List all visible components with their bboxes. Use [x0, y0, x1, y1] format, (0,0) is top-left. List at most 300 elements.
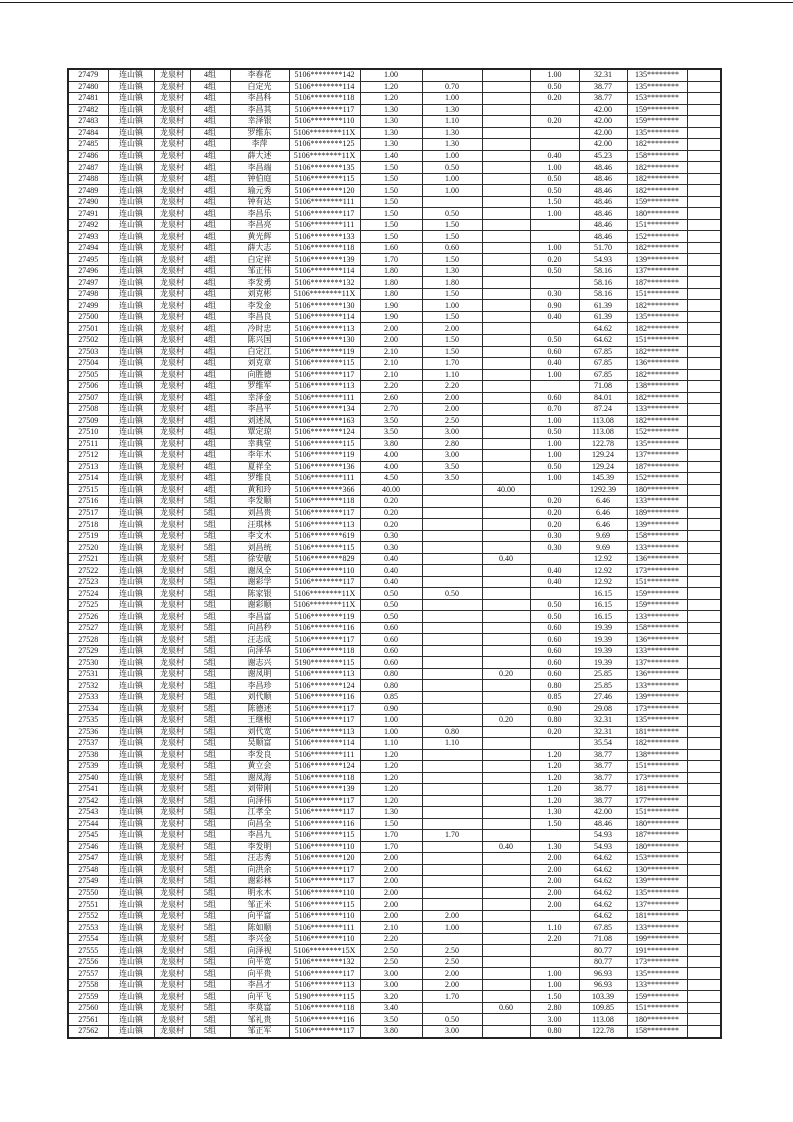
cell-value-a: 0.40	[360, 553, 422, 565]
cell-value-b: 2.50	[422, 415, 482, 427]
cell-value-d: 1.50	[530, 818, 579, 830]
cell-value-a: 0.80	[360, 680, 422, 692]
cell-row-id: 27528	[68, 634, 108, 646]
cell-value-b	[422, 784, 482, 796]
cell-value-c	[482, 795, 530, 807]
cell-value-d: 1.20	[530, 749, 579, 761]
cell-amount: 6.46	[579, 496, 627, 508]
table-row	[68, 1014, 721, 1026]
cell-value-b: 3.00	[422, 427, 482, 439]
cell-amount: 145.39	[579, 473, 627, 485]
cell-value-b: 1.70	[422, 830, 482, 842]
cell-value-d: 0.80	[530, 680, 579, 692]
table-row	[68, 645, 721, 657]
table-row	[68, 219, 721, 231]
cell-value-d: 1.00	[530, 208, 579, 220]
cell-village: 龙泉村	[154, 691, 190, 703]
cell-name: 邹正军	[230, 1025, 289, 1038]
cell-id-number: 5106********111	[289, 196, 360, 208]
cell-village: 龙泉村	[154, 358, 190, 370]
cell-amount: 19.39	[579, 645, 627, 657]
cell-phone: 181********	[627, 784, 687, 796]
cell-value-b	[422, 553, 482, 565]
cell-value-a: 3.40	[360, 1002, 422, 1014]
cell-blank	[687, 795, 721, 807]
cell-row-id: 27536	[68, 726, 108, 738]
cell-village: 龙泉村	[154, 657, 190, 669]
cell-town: 连山镇	[108, 968, 154, 980]
cell-town: 连山镇	[108, 277, 154, 289]
cell-row-id: 27541	[68, 784, 108, 796]
cell-town: 连山镇	[108, 93, 154, 105]
cell-amount: 64.62	[579, 323, 627, 335]
table-row	[68, 358, 721, 370]
cell-town: 连山镇	[108, 668, 154, 680]
cell-value-a: 2.00	[360, 864, 422, 876]
cell-town: 连山镇	[108, 680, 154, 692]
cell-village: 龙泉村	[154, 565, 190, 577]
cell-value-d	[530, 830, 579, 842]
cell-amount: 38.77	[579, 761, 627, 773]
cell-value-b	[422, 634, 482, 646]
cell-id-number: 5106********113	[289, 979, 360, 991]
cell-town: 连山镇	[108, 922, 154, 934]
cell-group: 4组	[190, 242, 230, 254]
cell-town: 连山镇	[108, 691, 154, 703]
cell-group: 4组	[190, 150, 230, 162]
cell-value-c	[482, 726, 530, 738]
cell-blank	[687, 358, 721, 370]
cell-name: 刘代顺	[230, 691, 289, 703]
cell-name: 幸泽金	[230, 392, 289, 404]
cell-amount: 64.62	[579, 335, 627, 347]
cell-amount: 48.46	[579, 185, 627, 197]
cell-amount: 54.93	[579, 841, 627, 853]
cell-group: 4组	[190, 185, 230, 197]
cell-value-a: 0.20	[360, 507, 422, 519]
cell-amount: 48.46	[579, 162, 627, 174]
cell-phone: 138********	[627, 381, 687, 393]
cell-phone: 152********	[627, 427, 687, 439]
cell-blank	[687, 841, 721, 853]
cell-village: 龙泉村	[154, 369, 190, 381]
cell-blank	[687, 242, 721, 254]
cell-value-d: 0.50	[530, 611, 579, 623]
cell-value-a: 2.70	[360, 404, 422, 416]
cell-phone: 151********	[627, 219, 687, 231]
cell-group: 5组	[190, 922, 230, 934]
cell-blank	[687, 899, 721, 911]
cell-name: 向泽视	[230, 945, 289, 957]
cell-row-id: 27501	[68, 323, 108, 335]
cell-id-number: 5106********114	[289, 81, 360, 93]
cell-blank	[687, 968, 721, 980]
cell-group: 4组	[190, 219, 230, 231]
table-row	[68, 381, 721, 393]
cell-id-number: 5106********110	[289, 841, 360, 853]
cell-id-number: 5106********114	[289, 265, 360, 277]
table-row	[68, 530, 721, 542]
cell-id-number: 5106********110	[289, 116, 360, 128]
cell-value-d	[530, 231, 579, 243]
cell-name: 钟有达	[230, 196, 289, 208]
cell-group: 5组	[190, 956, 230, 968]
table-row	[68, 116, 721, 128]
cell-value-c	[482, 645, 530, 657]
cell-amount: 38.77	[579, 81, 627, 93]
cell-amount: 19.39	[579, 622, 627, 634]
cell-phone: 158********	[627, 622, 687, 634]
cell-group: 5组	[190, 899, 230, 911]
cell-name: 陈德述	[230, 703, 289, 715]
cell-row-id: 27526	[68, 611, 108, 623]
cell-blank	[687, 853, 721, 865]
cell-name: 黄立会	[230, 761, 289, 773]
cell-group: 4组	[190, 116, 230, 128]
cell-phone: 182********	[627, 139, 687, 151]
cell-value-d: 0.50	[530, 427, 579, 439]
cell-phone: 180********	[627, 1014, 687, 1026]
cell-town: 连山镇	[108, 81, 154, 93]
cell-blank	[687, 530, 721, 542]
cell-name: 向平贵	[230, 968, 289, 980]
cell-value-b	[422, 899, 482, 911]
table-row	[68, 657, 721, 669]
cell-name: 邹礼贵	[230, 1014, 289, 1026]
cell-id-number: 5106********124	[289, 427, 360, 439]
cell-value-a: 3.00	[360, 968, 422, 980]
cell-id-number: 5106********11X	[289, 150, 360, 162]
cell-amount: 42.00	[579, 104, 627, 116]
cell-id-number: 5106********130	[289, 300, 360, 312]
cell-row-id: 27543	[68, 807, 108, 819]
cell-value-d: 0.20	[530, 519, 579, 531]
table-row	[68, 162, 721, 174]
cell-group: 5组	[190, 588, 230, 600]
cell-row-id: 27552	[68, 910, 108, 922]
cell-village: 龙泉村	[154, 404, 190, 416]
cell-name: 向昌全	[230, 818, 289, 830]
cell-value-a: 1.30	[360, 807, 422, 819]
cell-phone: 182********	[627, 300, 687, 312]
cell-value-c	[482, 473, 530, 485]
cell-village: 龙泉村	[154, 196, 190, 208]
cell-phone: 187********	[627, 461, 687, 473]
cell-row-id: 27555	[68, 945, 108, 957]
cell-phone: 133********	[627, 542, 687, 554]
cell-value-a: 1.20	[360, 749, 422, 761]
cell-row-id: 27551	[68, 899, 108, 911]
cell-village: 龙泉村	[154, 392, 190, 404]
table-row	[68, 611, 721, 623]
table-row	[68, 830, 721, 842]
cell-town: 连山镇	[108, 150, 154, 162]
cell-amount: 113.08	[579, 415, 627, 427]
cell-town: 连山镇	[108, 761, 154, 773]
cell-town: 连山镇	[108, 450, 154, 462]
cell-row-id: 27506	[68, 381, 108, 393]
cell-value-b	[422, 576, 482, 588]
cell-value-d: 0.30	[530, 288, 579, 300]
cell-village: 龙泉村	[154, 381, 190, 393]
cell-blank	[687, 116, 721, 128]
cell-name: 李春花	[230, 69, 289, 81]
cell-id-number: 5106********11X	[289, 288, 360, 300]
cell-name: 李昌其	[230, 104, 289, 116]
cell-id-number: 5106********133	[289, 231, 360, 243]
cell-value-b: 1.10	[422, 116, 482, 128]
cell-amount: 51.70	[579, 242, 627, 254]
cell-value-b: 2.20	[422, 381, 482, 393]
table-row	[68, 922, 721, 934]
cell-name: 谢彩林	[230, 876, 289, 888]
cell-phone: 182********	[627, 162, 687, 174]
cell-blank	[687, 369, 721, 381]
cell-value-c	[482, 150, 530, 162]
cell-value-a: 1.00	[360, 69, 422, 81]
cell-town: 连山镇	[108, 864, 154, 876]
cell-row-id: 27505	[68, 369, 108, 381]
cell-group: 5组	[190, 853, 230, 865]
cell-group: 5组	[190, 991, 230, 1003]
table-row	[68, 634, 721, 646]
cell-id-number: 5106********117	[289, 795, 360, 807]
cell-value-c	[482, 139, 530, 151]
cell-value-d	[530, 323, 579, 335]
table-row	[68, 887, 721, 899]
cell-row-id: 27553	[68, 922, 108, 934]
cell-town: 连山镇	[108, 323, 154, 335]
cell-row-id: 27560	[68, 1002, 108, 1014]
cell-value-c	[482, 438, 530, 450]
cell-group: 5组	[190, 1014, 230, 1026]
cell-blank	[687, 162, 721, 174]
cell-row-id: 27539	[68, 761, 108, 773]
cell-value-a: 2.50	[360, 956, 422, 968]
cell-value-a: 0.50	[360, 588, 422, 600]
cell-value-b: 2.50	[422, 956, 482, 968]
cell-blank	[687, 818, 721, 830]
cell-amount: 29.08	[579, 703, 627, 715]
cell-value-c	[482, 461, 530, 473]
cell-row-id: 27519	[68, 530, 108, 542]
cell-name: 李昌乐	[230, 208, 289, 220]
cell-value-a: 1.30	[360, 139, 422, 151]
cell-row-id: 27489	[68, 185, 108, 197]
cell-id-number: 5106********117	[289, 703, 360, 715]
cell-value-c	[482, 69, 530, 81]
cell-value-a: 3.50	[360, 1014, 422, 1026]
cell-blank	[687, 415, 721, 427]
cell-name: 向昌秒	[230, 622, 289, 634]
cell-amount: 61.39	[579, 311, 627, 323]
cell-name: 李发勇	[230, 277, 289, 289]
cell-village: 龙泉村	[154, 899, 190, 911]
table-row	[68, 1025, 721, 1038]
cell-id-number: 5106********130	[289, 335, 360, 347]
cell-town: 连山镇	[108, 749, 154, 761]
cell-id-number: 5106********110	[289, 910, 360, 922]
cell-value-c	[482, 116, 530, 128]
cell-name: 李发良	[230, 749, 289, 761]
cell-row-id: 27558	[68, 979, 108, 991]
cell-blank	[687, 715, 721, 727]
cell-town: 连山镇	[108, 484, 154, 496]
cell-id-number: 5106********136	[289, 461, 360, 473]
cell-village: 龙泉村	[154, 542, 190, 554]
cell-blank	[687, 392, 721, 404]
cell-value-d: 0.20	[530, 254, 579, 266]
cell-value-d: 0.70	[530, 404, 579, 416]
cell-town: 连山镇	[108, 438, 154, 450]
cell-group: 5组	[190, 622, 230, 634]
cell-row-id: 27496	[68, 265, 108, 277]
table-row	[68, 553, 721, 565]
cell-amount: 42.00	[579, 116, 627, 128]
cell-blank	[687, 680, 721, 692]
cell-name: 向泽伟	[230, 795, 289, 807]
cell-id-number: 5106********111	[289, 219, 360, 231]
cell-row-id: 27502	[68, 335, 108, 347]
cell-phone: 159********	[627, 991, 687, 1003]
cell-group: 4组	[190, 127, 230, 139]
cell-phone: 182********	[627, 323, 687, 335]
cell-group: 5组	[190, 864, 230, 876]
cell-amount: 109.85	[579, 1002, 627, 1014]
table-row	[68, 461, 721, 473]
table-row	[68, 93, 721, 105]
cell-value-b: 0.60	[422, 242, 482, 254]
cell-village: 龙泉村	[154, 519, 190, 531]
cell-name: 向平飞	[230, 991, 289, 1003]
cell-group: 5组	[190, 542, 230, 554]
cell-village: 龙泉村	[154, 1025, 190, 1038]
cell-value-c	[482, 427, 530, 439]
cell-town: 连山镇	[108, 392, 154, 404]
cell-value-c	[482, 922, 530, 934]
cell-name: 李昌珍	[230, 680, 289, 692]
cell-amount: 38.77	[579, 772, 627, 784]
cell-value-a: 0.90	[360, 703, 422, 715]
cell-value-b: 2.00	[422, 404, 482, 416]
cell-town: 连山镇	[108, 208, 154, 220]
cell-village: 龙泉村	[154, 242, 190, 254]
cell-blank	[687, 127, 721, 139]
cell-value-b	[422, 519, 482, 531]
cell-value-c	[482, 265, 530, 277]
cell-id-number: 5106********118	[289, 242, 360, 254]
cell-row-id: 27498	[68, 288, 108, 300]
cell-name: 陈兴国	[230, 335, 289, 347]
cell-value-a: 1.50	[360, 185, 422, 197]
cell-phone: 153********	[627, 853, 687, 865]
cell-village: 龙泉村	[154, 1014, 190, 1026]
cell-id-number: 5106********117	[289, 807, 360, 819]
cell-blank	[687, 772, 721, 784]
cell-group: 5组	[190, 507, 230, 519]
cell-group: 4组	[190, 484, 230, 496]
cell-name: 王继根	[230, 715, 289, 727]
cell-value-a: 2.00	[360, 853, 422, 865]
cell-phone: 133********	[627, 645, 687, 657]
cell-group: 5组	[190, 784, 230, 796]
cell-group: 5组	[190, 933, 230, 945]
cell-phone: 136********	[627, 668, 687, 680]
table-row	[68, 127, 721, 139]
cell-blank	[687, 69, 721, 81]
cell-name: 江孝全	[230, 807, 289, 819]
cell-name: 吴顺富	[230, 738, 289, 750]
cell-value-c	[482, 392, 530, 404]
cell-group: 5组	[190, 968, 230, 980]
cell-town: 连山镇	[108, 611, 154, 623]
cell-village: 龙泉村	[154, 173, 190, 185]
cell-phone: 153********	[627, 93, 687, 105]
cell-value-d: 1.20	[530, 784, 579, 796]
cell-group: 5组	[190, 726, 230, 738]
cell-group: 4组	[190, 346, 230, 358]
cell-value-c	[482, 1014, 530, 1026]
cell-value-a: 0.50	[360, 611, 422, 623]
cell-value-b: 2.80	[422, 438, 482, 450]
cell-blank	[687, 864, 721, 876]
cell-value-b: 1.00	[422, 150, 482, 162]
table-row	[68, 795, 721, 807]
cell-phone: 182********	[627, 185, 687, 197]
cell-value-b	[422, 622, 482, 634]
cell-village: 龙泉村	[154, 450, 190, 462]
cell-group: 5组	[190, 945, 230, 957]
cell-value-b	[422, 715, 482, 727]
cell-group: 4组	[190, 69, 230, 81]
cell-value-c	[482, 519, 530, 531]
cell-town: 连山镇	[108, 853, 154, 865]
cell-phone: 138********	[627, 749, 687, 761]
cell-value-d: 1.00	[530, 979, 579, 991]
cell-value-a: 1.20	[360, 795, 422, 807]
cell-amount: 16.15	[579, 588, 627, 600]
cell-row-id: 27546	[68, 841, 108, 853]
cell-value-c	[482, 335, 530, 347]
cell-town: 连山镇	[108, 818, 154, 830]
cell-group: 5组	[190, 738, 230, 750]
cell-value-d: 0.90	[530, 300, 579, 312]
cell-value-d	[530, 127, 579, 139]
cell-name: 向平富	[230, 910, 289, 922]
table-row	[68, 69, 721, 81]
cell-amount: 67.85	[579, 358, 627, 370]
cell-village: 龙泉村	[154, 991, 190, 1003]
cell-value-d: 0.20	[530, 726, 579, 738]
cell-phone: 199********	[627, 933, 687, 945]
cell-phone: 159********	[627, 588, 687, 600]
cell-town: 连山镇	[108, 841, 154, 853]
table-row	[68, 933, 721, 945]
cell-group: 5组	[190, 749, 230, 761]
cell-value-b	[422, 772, 482, 784]
cell-row-id: 27530	[68, 657, 108, 669]
cell-name: 向洪余	[230, 864, 289, 876]
cell-name: 李昌才	[230, 979, 289, 991]
cell-value-b	[422, 668, 482, 680]
cell-value-b	[422, 645, 482, 657]
cell-phone: 180********	[627, 841, 687, 853]
cell-id-number: 5106********117	[289, 507, 360, 519]
cell-phone: 159********	[627, 599, 687, 611]
cell-value-b: 1.00	[422, 185, 482, 197]
cell-town: 连山镇	[108, 784, 154, 796]
cell-name: 李昌富	[230, 611, 289, 623]
